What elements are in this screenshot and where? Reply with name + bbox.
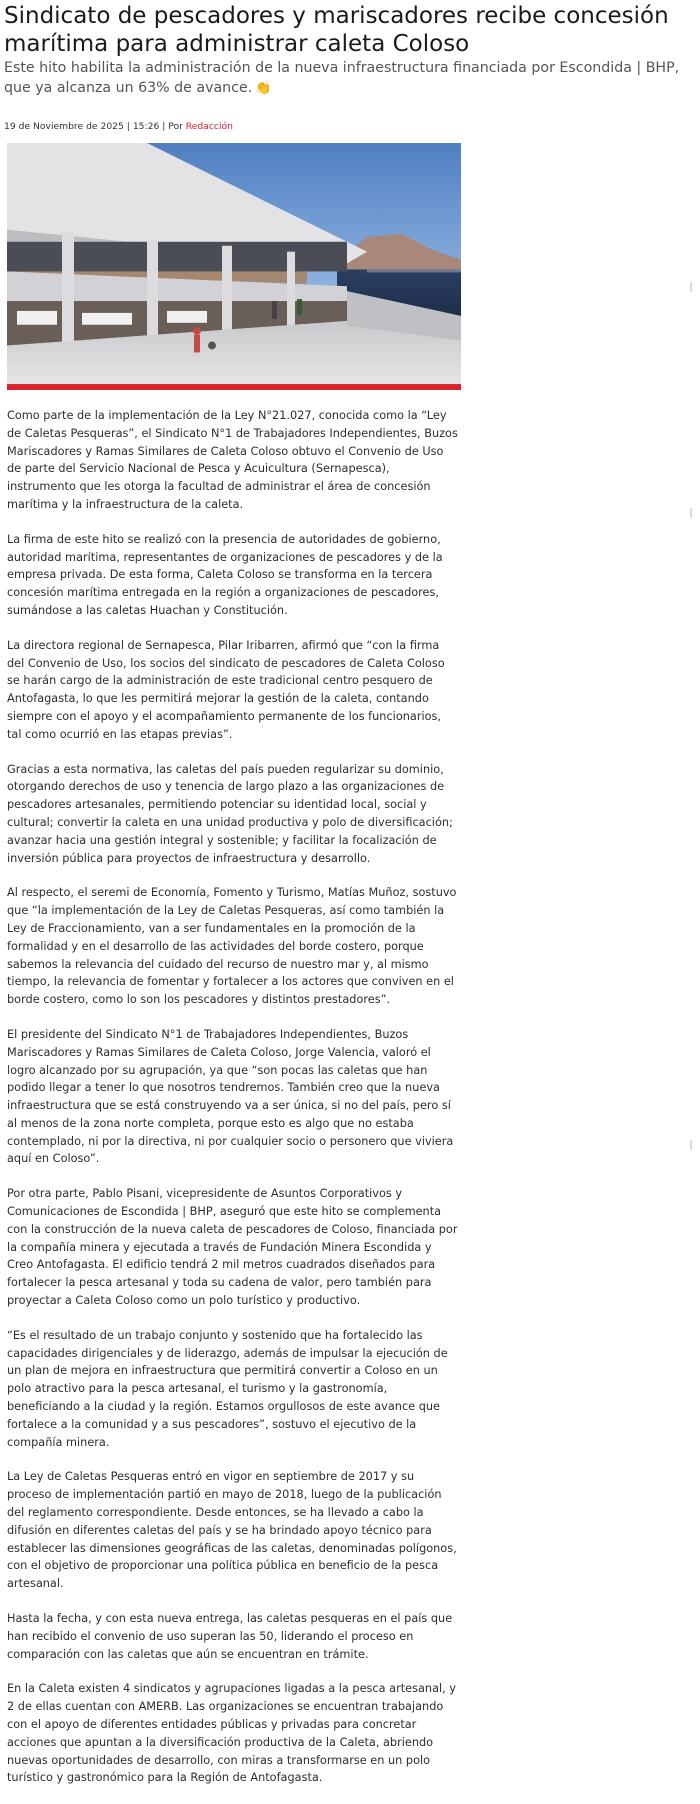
article-byline: 19 de Noviembre de 2025 | 15:26 | Por Redacción — [4, 121, 233, 132]
article-body — [7, 407, 459, 1804]
article-paragraph: La firma de este hito se realizó con la presencia de autoridades de gobierno, autoridad marítima, representantes de organizaciones de pescadores y de la empresa privada. De esta forma, Caleta Coloso se transforma en la tercera concesión marítima entregada en la región a organizaciones de pescadores, sumándose a las caletas Huachan y Constitución. — [7, 532, 443, 617]
edge-scroll-mark — [690, 282, 692, 292]
article-paragraph: La Ley de Caletas Pesqueras entró en vigor en septiembre de 2017 y su proceso de implementación partió en mayo de 2018, luego de la publicación del reglamento correspondiente. Desde entonces, se ha llevado a cabo la difusión en diferentes caletas del país y se ha brindado apoyo técnico para establecer las dimensiones geográficas de las caletas, denominadas polígonos, con el objetivo de proporcionar una política pública en beneficio de la pesca artesanal. — [7, 1470, 457, 1591]
article-paragraph: “Es el resultado de un trabajo conjunto y sostenido que ha fortalecido las capacidades dirigenciales y de liderazgo, además de impulsar la ejecución de un plan de mejora en infraestructura que permitirá convertir a Coloso en un polo atractivo para la pesca artesanal, el turismo y la gastronomía, beneficiando a la ciudad y la región. Estamos orgullosos de este avance que fortalece a la comunidad y a sus pescadores”, sostuvo el ejecutivo de la compañía minera. — [7, 1328, 448, 1449]
article-paragraph: El presidente del Sindicato N°1 de Trabajadores Independientes, Buzos Mariscadores y Ramas Similares de Caleta Coloso, Jorge Valencia, valoró el logro alcanzado por su agrupación, ya que “son pocas las caletas que han podido llegar a tener lo que nosotros tendremos. También creo que la nueva infraestructura que se está construyendo va a ser única, si no del país, pero sí al menos de la zona norte completa, porque esto es algo que no estaba contemplado, ni por la directiva, ni por cualquier socio o personero que viviera aquí en Coloso”. — [7, 1027, 454, 1166]
edge-scroll-mark — [690, 508, 692, 518]
edge-scroll-mark — [690, 1140, 692, 1150]
article-subtitle — [4, 58, 696, 99]
article-paragraph: Hasta la fecha, y con esta nueva entrega, las caletas pesqueras en el país que han recibido el convenio de uso superan las 50, liderando el proceso en comparación con las caletas que aún se encuentran en trámite. — [7, 1612, 453, 1661]
article-paragraph: Gracias a esta normativa, las caletas del país pueden regularizar su dominio, otorgando derechos de uso y tenencia de largo plazo a las organizaciones de pescadores artesanales, permitiendo potenciar su identidad local, social y cultural; convertir la caleta en una unidad productiva y polo de diversificación; avanzar hacia una gestión integral y sostenible; y facilitar la focalización de inversión pública para proyectos de infraestructura y desarrollo. — [7, 762, 453, 865]
article-hero-image — [7, 143, 461, 390]
subtitle-text: Este hito habilita la administración de la nueva infraestructura financiada por Escondida | BHP, que ya alcanza un 63% de avance. — [4, 60, 680, 96]
article-paragraph: La directora regional de Sernapesca, Pilar Iribarren, afirmó que “con la firma del Convenio de Uso, los socios del sindicato de pescadores de Caleta Coloso se harán cargo de la administración de este tradicional centro pesquero de Antofagasta, lo que les permitirá mejorar la gestión de la caleta, contando siempre con el apoyo y el acompañamiento permanente de los funcionarios, tal como ocurrió en las etapas previas”. — [7, 638, 445, 741]
article-paragraph: Por otra parte, Pablo Pisani, vicepresidente de Asuntos Corporativos y Comunicaciones de Escondida | BHP, aseguró que este hito se complementa con la construcción de la nueva caleta de pescadores de Coloso, financiada por la compañía minera y ejecutada a través de Fundación Minera Escondida y Creo Antofagasta. El edificio tendrá 2 mil metros cuadrados diseñados para fortalecer la pesca artesanal y toda su cadena de valor, pero también para proyectar a Caleta Coloso como un polo turístico y productivo. — [7, 1187, 458, 1308]
publish-time: 15:26 — [132, 121, 160, 132]
clapping-hands-icon: 👏 — [255, 81, 272, 96]
boardwalk-rendering-image — [7, 143, 461, 387]
article-paragraph: Al respecto, el seremi de Economía, Fomento y Turismo, Matías Muñoz, sostuvo que “la implementación de la Ley de Caletas Pesqueras, así como también la Ley de Fraccionamiento, van a ser fundamentales en la promoción de la formalidad y en el desarrollo de las actividades del borde costero, porque sabemos la relevancia del cuidado del recurso de nuestro mar y, al mismo tiempo, la relevancia de fomentar y fortalecer a los actores que conviven en el borde costero, como lo son los pescadores y distintos prestadores”. — [7, 886, 457, 1007]
author-link[interactable]: Redacción — [185, 121, 233, 132]
byline-prefix: Por — [168, 121, 183, 132]
article-paragraph: Como parte de la implementación de la Ley N°21.027, conocida como la “Ley de Caletas Pesqueras”, el Sindicato N°1 de Trabajadores Independientes, Buzos Mariscadores y Ramas Similares de Caleta Coloso obtuvo el Convenio de Uso de parte del Servicio Nacional de Pesca y Acuicultura (Sernapesca), instrumento que les otorga la facultad de administrar el área de concesión marítima y la infraestructura de la caleta. — [7, 409, 458, 511]
article-headline: Sindicato de pescadores y mariscadores recibe concesión marítima para administrar caleta Coloso — [4, 3, 669, 57]
article-paragraph: En la Caleta existen 4 sindicatos y agrupaciones ligadas a la pesca artesanal, y 2 de ellas cuentan con AMERB. Las organizaciones se encuentran trabajando con el apoyo de diferentes entidades públicas y privadas para concretar acciones que apuntan a la diversificación productiva de la Caleta, abriendo nuevas oportunidades de desarrollo, con miras a transformarse en un polo turístico y gastronómico para la Región de Antofagasta. — [7, 1682, 456, 1785]
publish-date: 19 de Noviembre de 2025 — [4, 121, 124, 132]
